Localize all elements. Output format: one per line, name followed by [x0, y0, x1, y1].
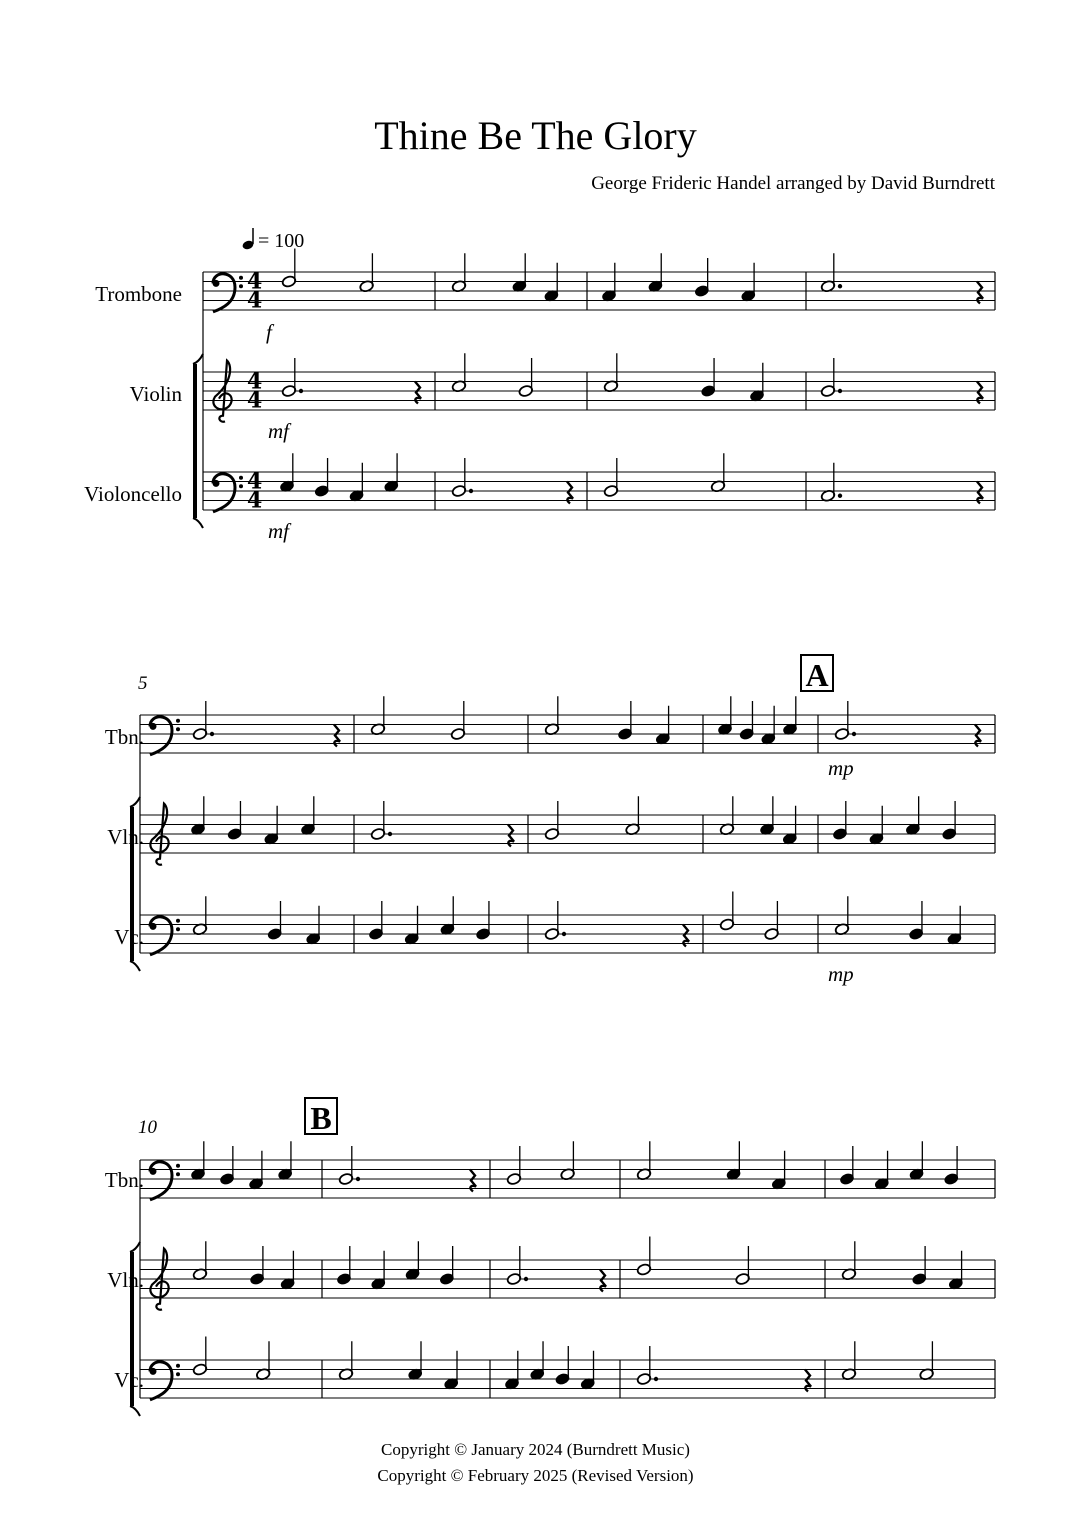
- system-bracket: [193, 354, 203, 364]
- bass-clef-icon: [176, 1364, 180, 1368]
- composer-credit: George Frideric Handel arranged by David Burndrett: [591, 173, 995, 194]
- rehearsal-mark-a: A: [800, 654, 834, 692]
- instrument-name-trombone: Trombone: [95, 282, 182, 306]
- bass-clef-icon: [150, 1168, 157, 1175]
- tempo-value: = 100: [258, 230, 305, 252]
- instrument-abbr-trombone: Tbn.: [104, 725, 144, 749]
- time-signature: 4: [247, 487, 263, 514]
- augmentation-dot: [852, 732, 856, 736]
- bass-clef-icon: [150, 923, 157, 930]
- bass-clef-icon: [176, 1172, 180, 1176]
- page-title: Thine Be The Glory: [374, 113, 697, 158]
- copyright-line: Copyright © February 2025 (Revised Version): [377, 1466, 694, 1485]
- bass-clef-icon: [150, 723, 157, 730]
- bass-clef-icon: [150, 717, 172, 755]
- bass-clef-icon: [239, 484, 243, 488]
- system-bracket: [130, 1242, 140, 1252]
- bass-clef-icon: [176, 719, 180, 723]
- time-signature: 4: [247, 287, 263, 314]
- rehearsal-mark-b: B: [304, 1097, 338, 1135]
- instrument-name-violin: Violin: [129, 382, 182, 406]
- instrument-name-violoncello: Violoncello: [84, 482, 182, 506]
- augmentation-dot: [210, 732, 214, 736]
- instrument-abbr-violoncello: Vc.: [114, 925, 144, 949]
- bass-clef-icon: [239, 476, 243, 480]
- augmentation-dot: [838, 389, 842, 393]
- dynamic-marking: f: [266, 320, 272, 344]
- bass-clef-icon: [176, 927, 180, 931]
- bass-clef-icon: [150, 1368, 157, 1375]
- system-bracket: [130, 1406, 140, 1416]
- bass-clef-icon: [176, 727, 180, 731]
- dynamic-marking: mp: [828, 962, 854, 986]
- system-bracket: [130, 961, 140, 971]
- augmentation-dot: [838, 494, 842, 498]
- augmentation-dot: [654, 1377, 658, 1381]
- bass-clef-icon: [239, 276, 243, 280]
- dynamic-marking: mp: [828, 756, 854, 780]
- measure-number: 5: [138, 673, 148, 694]
- copyright-line: Copyright © January 2024 (Burndrett Music): [381, 1440, 690, 1459]
- bass-clef-icon: [239, 284, 243, 288]
- system-bracket: [130, 797, 140, 807]
- augmentation-dot: [469, 489, 473, 493]
- dynamic-marking: mf: [268, 419, 289, 443]
- measure-number: 10: [138, 1117, 157, 1138]
- augmentation-dot: [524, 1277, 528, 1281]
- instrument-abbr-violin: Vln.: [107, 825, 144, 849]
- time-signature: 4: [247, 368, 263, 395]
- bass-clef-icon: [150, 1362, 172, 1400]
- time-signature: 4: [247, 387, 263, 414]
- bass-clef-icon: [150, 917, 172, 955]
- augmentation-dot: [562, 932, 566, 936]
- augmentation-dot: [356, 1177, 360, 1181]
- bass-clef-icon: [213, 474, 235, 512]
- instrument-abbr-trombone: Tbn.: [104, 1168, 144, 1192]
- bass-clef-icon: [213, 280, 220, 287]
- bass-clef-icon: [213, 274, 235, 312]
- instrument-abbr-violin: Vln.: [107, 1268, 144, 1292]
- bass-clef-icon: [150, 1162, 172, 1200]
- augmentation-dot: [838, 284, 842, 288]
- instrument-abbr-violoncello: Vc.: [114, 1368, 144, 1392]
- bass-clef-icon: [176, 1164, 180, 1168]
- time-signature: 4: [247, 268, 263, 295]
- dynamic-marking: mf: [268, 519, 289, 543]
- system-bracket: [193, 518, 203, 528]
- bass-clef-icon: [176, 1372, 180, 1376]
- bass-clef-icon: [176, 919, 180, 923]
- time-signature: 4: [247, 468, 263, 495]
- augmentation-dot: [388, 832, 392, 836]
- augmentation-dot: [299, 389, 303, 393]
- bass-clef-icon: [213, 480, 220, 487]
